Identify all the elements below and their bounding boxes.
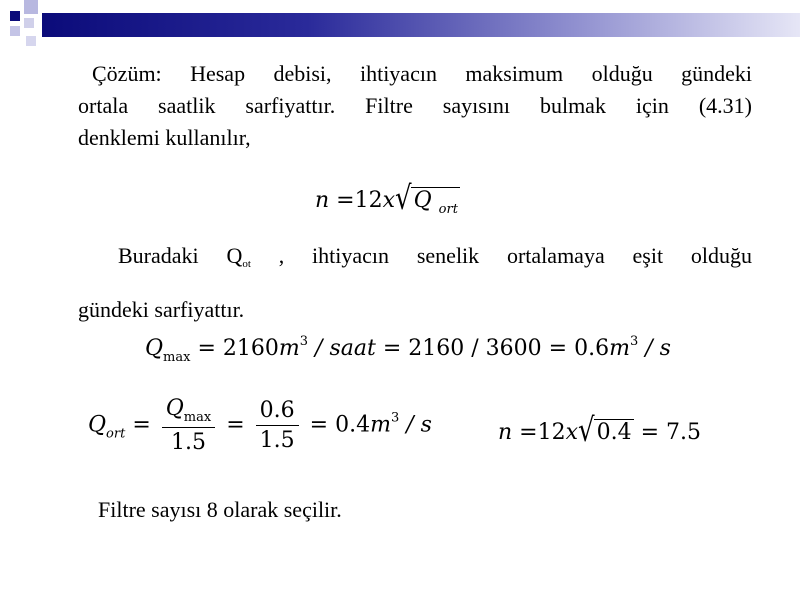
fraction: $\frac{Q_{max}}{1.5}$ <box>162 396 215 455</box>
explanation-paragraph <box>78 240 752 326</box>
radicand: Q $_{ort}$ <box>411 187 460 217</box>
fraction: $\frac{0.6}{1.5}$ <box>256 398 299 453</box>
equation-qort: $Q_{ort}$ = $\frac{Q_{max}}{1.5}$ = $\frac{0.6}{1.5}$ = $0.4m^3$ / s <box>88 396 432 455</box>
sqrt-icon: √ <box>395 180 412 218</box>
deco-square <box>26 36 36 46</box>
deco-square <box>24 18 34 28</box>
intro-line: denklemi kullanılır, <box>78 125 251 150</box>
deco-square <box>10 11 20 21</box>
coefficient: 12 <box>354 188 383 213</box>
intro-paragraph <box>78 58 752 154</box>
explanation-line: Buradaki Qot , ihtiyacın senelik ortalamaya eşit olduğu <box>118 243 753 270</box>
deco-square <box>24 0 38 14</box>
intro-line: ortala saatlik sarfiyattır. Filtre sayısını bulmak için (4.31) <box>78 93 752 118</box>
var-n: n <box>315 188 330 213</box>
deco-square <box>10 26 20 36</box>
equation-qmax: $Q_{max} = 2160m^3$ / saat = $2160 / 3600 = 0.6m^3 / s$ <box>145 334 671 365</box>
times-x: x <box>382 188 396 213</box>
intro-line: Çözüm: Hesap debisi, ihtiyacın maksimum olduğu gündeki <box>92 61 752 86</box>
equation-filter-count <box>315 180 460 218</box>
equals-sign: = <box>336 188 355 213</box>
explanation-line: gündeki sarfiyattır. <box>78 297 245 322</box>
equation-n-result: n =12x√0.4 = 7.5 <box>498 412 702 450</box>
header-bar <box>42 13 800 37</box>
sqrt-icon: √ <box>578 412 595 450</box>
conclusion-text: Filtre sayısı 8 olarak seçilir. <box>98 497 342 522</box>
